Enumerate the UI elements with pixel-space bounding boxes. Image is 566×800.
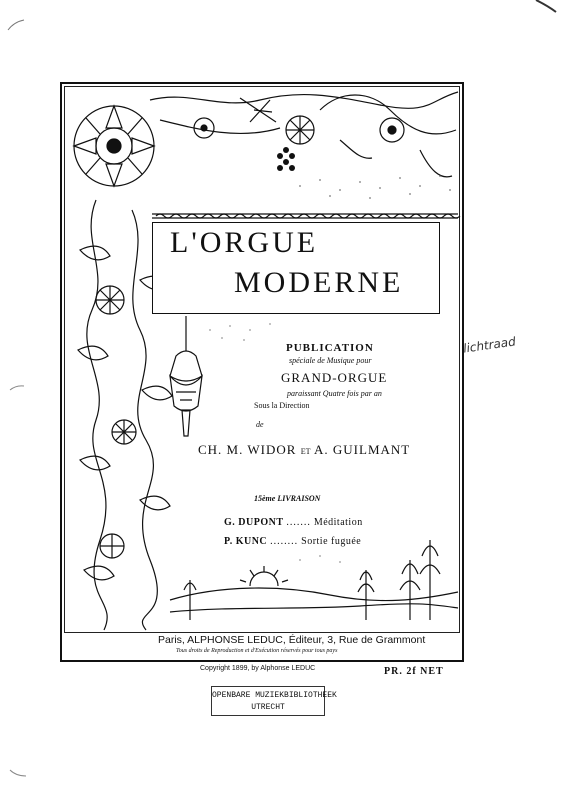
editors-line [198,442,410,458]
censer-icon [170,316,202,436]
leader-dots: ....... [286,517,311,528]
contents-item [224,536,361,547]
author-guilmant: A. GUILMANT [314,442,411,457]
library-stamp [211,686,337,716]
instrument-name: GRAND-ORGUE [281,370,388,385]
rights-line: Tous droits de Reproduction et d'Exécution réservés pour tous pays [176,648,338,654]
title-line-1: L'ORGUE [170,226,319,259]
author-joiner: ET [300,447,311,456]
price-label: PR. 2f NET [384,666,444,677]
publication-label: PUBLICATION [286,342,374,354]
direction-text: Sous la Direction [254,401,310,410]
contents-item [224,517,363,528]
piece-title: Méditation [313,517,363,528]
copyright-line: Copyright 1899, by Alphonse LEDUC [200,665,316,672]
leader-dots: ........ [270,536,299,547]
stamp-line-2: UTRECHT [251,703,285,712]
de-text: de [256,420,264,429]
handwritten-note: lichtraad [462,334,517,356]
title-line-2: MODERNE [234,266,404,299]
author-widor: CH. M. WIDOR [198,442,297,457]
composer-name: P. KUNC [224,536,268,547]
specialty-text: spéciale de Musique pour [289,356,372,365]
frequency-text: paraissant Quatre fois par an [287,389,382,398]
publisher-line: Paris, ALPHONSE LEDUC, Éditeur, 3, Rue de Grammont [158,634,426,646]
piece-title: Sortie fuguée [301,536,362,547]
issue-number: 15ème LIVRAISON [254,494,321,503]
passion-flower-icon [74,106,154,186]
stamp-line-1: OPENBARE MUZIEKBIBLIOTHEEK [212,691,337,700]
composer-name: G. DUPONT [224,517,284,528]
